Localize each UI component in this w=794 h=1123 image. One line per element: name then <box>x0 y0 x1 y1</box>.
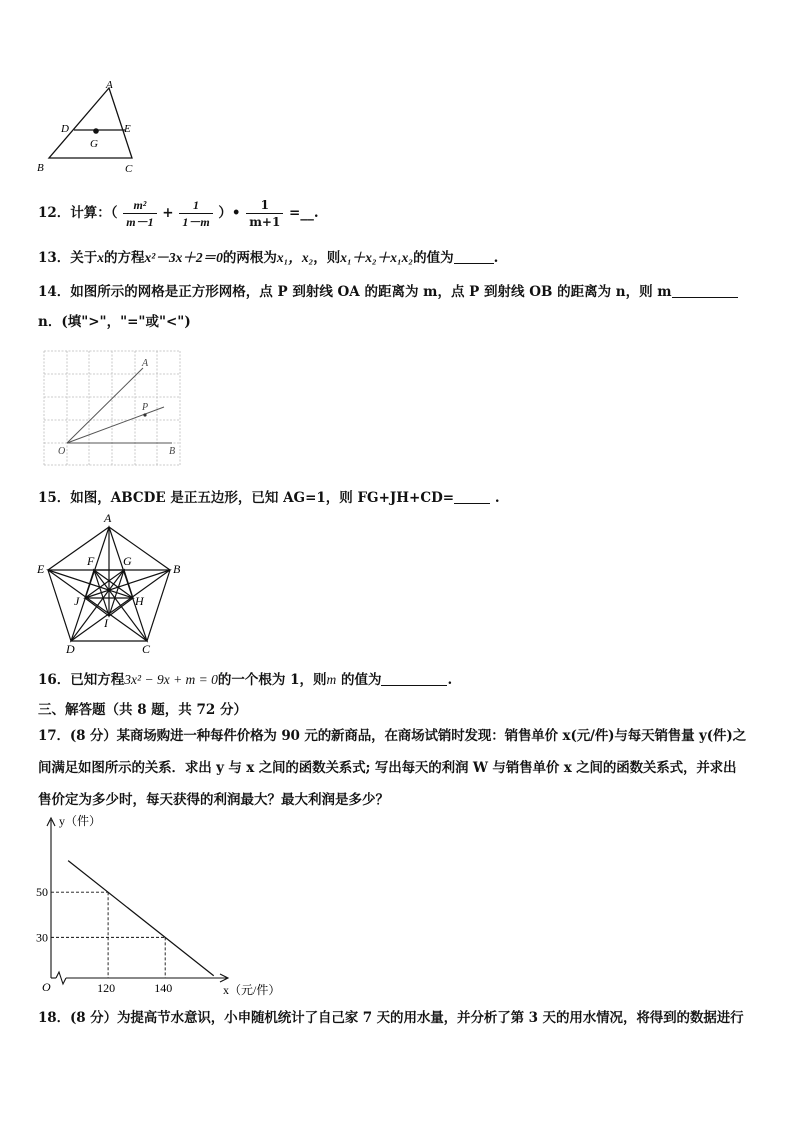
label-A: A <box>104 511 112 525</box>
label-F: F <box>87 554 95 568</box>
question-17-line-1: 17．(8 分）某商场购进一种每件价格为 90 元的新商品，在商场试销时发现：销售单价 x(元/件)与每天销售量 y(件)之 <box>38 728 746 744</box>
answer-blank <box>672 283 738 298</box>
label-B: B <box>37 162 44 174</box>
fraction-3: $\frac{1}{m+1}$ <box>246 197 283 230</box>
question-13: 13．关于x的方程x²－3x＋2＝0的两根为x₁，x₂，则x₁＋x₂＋x₁x₂的值为 . <box>38 250 499 266</box>
question-15: 15．如图，ABCDE 是正五边形，已知 AG=1，则 FG+JH+CD= . <box>38 490 500 506</box>
y-tick-label: 50 <box>36 885 48 900</box>
x-tick-label: 120 <box>97 981 116 995</box>
fraction-2: $\frac{1}{1-m}$ <box>179 197 212 230</box>
question-17-line-3: 售价定为多少时，每天获得的利润最大？最大利润是多少？ <box>38 792 389 808</box>
x-axis-label: x（元/件） <box>223 983 281 997</box>
origin-label: O <box>42 980 51 994</box>
label-H: H <box>135 594 144 608</box>
label-B: B <box>173 562 181 576</box>
price-sales-chart <box>30 810 290 1002</box>
label-D: D <box>66 642 75 656</box>
section-title: 三、解答题（共 8 题，共 72 分） <box>38 702 247 718</box>
label-D: D <box>61 123 69 135</box>
label-G: G <box>123 554 132 568</box>
question-16: 16．已知方程3x² − 9x + m = 0的一个根为 1，则m 的值为 . <box>38 672 453 688</box>
triangle-figure <box>34 78 144 176</box>
question-14-line-2: n．(填">"，"="或"<") <box>38 314 191 330</box>
question-17-line-2: 间满足如图所示的关系．求出 y 与 x 之间的函数关系式; 写出每天的利润 W 与销售单价 x 之间的函数关系式，并求出 <box>38 760 737 776</box>
question-18-line-1: 18．(8 分）为提高节水意识，小申随机统计了自己家 7 天的用水量，并分析了第 3 天的用水情况，将得到的数据进行 <box>38 1010 744 1026</box>
fraction-1: $\frac{\text{m²}}{m-1}$ <box>123 197 156 230</box>
label-O: O <box>58 446 66 457</box>
label-C: C <box>125 163 133 175</box>
label-P: P <box>142 402 149 413</box>
y-axis-label: y（件） <box>59 814 102 828</box>
answer-blank <box>381 671 447 686</box>
label-E: E <box>37 562 45 576</box>
answer-blank <box>454 249 494 264</box>
label-I: I <box>104 616 108 630</box>
label-B: B <box>169 446 176 457</box>
label-C: C <box>142 642 151 656</box>
x-tick-label: 140 <box>154 981 173 995</box>
answer-blank <box>454 489 490 504</box>
label-E: E <box>124 123 131 135</box>
label-G: G <box>90 138 98 150</box>
pentagon-figure <box>34 510 190 656</box>
question-12: 12．计算：（ $\frac{\text{m²}}{m-1}$ + $\frac{1}{1-m}$ ）• $\frac{1}{m+1}$ =__. <box>38 198 319 229</box>
data-line <box>68 861 214 976</box>
label-J: J <box>74 594 80 608</box>
grid-figure <box>38 348 186 468</box>
label-A: A <box>142 358 149 369</box>
question-14-line-1: 14．如图所示的网格是正方形网格，点 P 到射线 OA 的距离为 m，点 P 到射线 OB 的距离为 n，则 m <box>38 282 738 302</box>
y-tick-label: 30 <box>36 930 48 945</box>
label-A: A <box>106 79 113 91</box>
